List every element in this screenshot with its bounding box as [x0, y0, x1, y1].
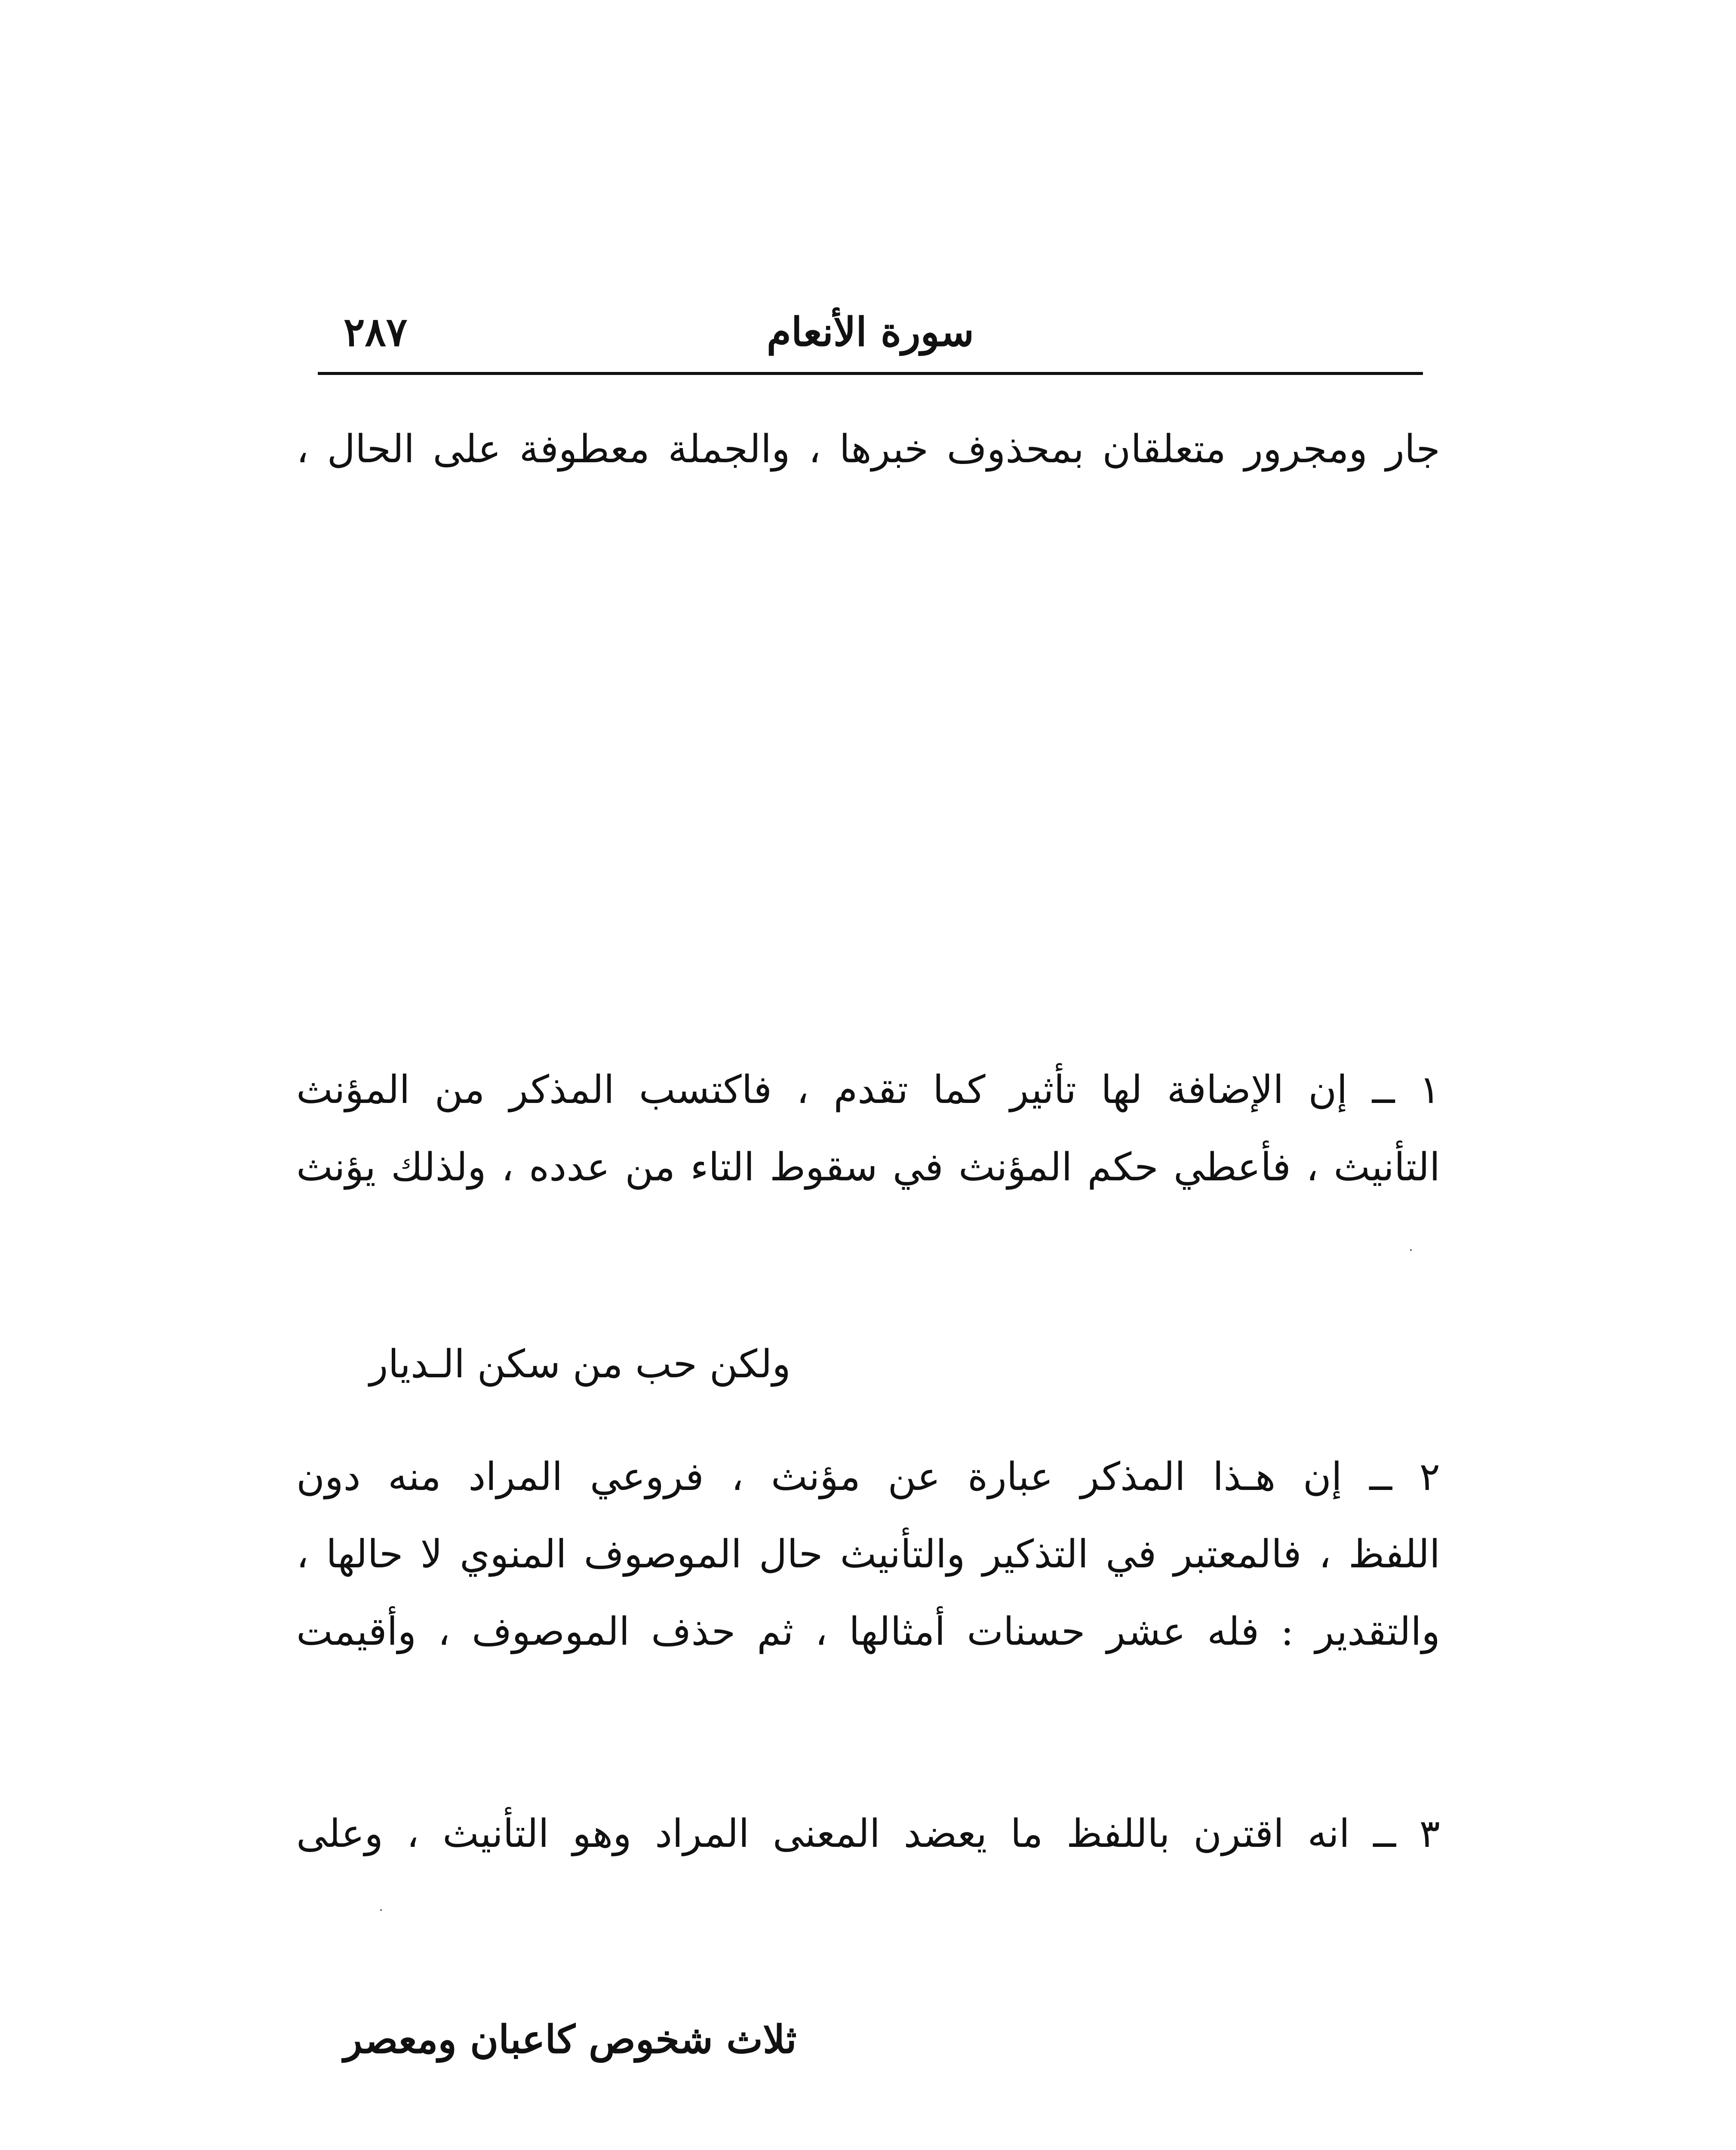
intro-line-1: جار ومجرور متعلقان بمحذوف خبرها ، والجملة معطوفة على الحال ،	[297, 427, 1441, 472]
point1-line-1: ١ ــ إن الإضافة لها تأثير كما تقدم ، فاكتسب المذكر من المؤنث	[297, 1067, 1441, 1112]
scan-speck	[381, 1909, 382, 1911]
point2-line-2: اللفظ ، فالمعتبر في التذكير والتأنيث حال الموصوف المنوي لا حالها ،	[297, 1532, 1441, 1577]
point3-line-1: ٣ ــ انه اقترن باللفظ ما يعضد المعنى المراد وهو التأنيث ، وعلى	[297, 1811, 1441, 1856]
verse1-second-hemistich: ولكن حب من سكن الـديار	[370, 1342, 791, 1387]
page-header	[318, 301, 1423, 374]
running-title: سورة الأنعام	[767, 309, 975, 355]
verse2-second-hemistich: ثلاث شخوص كاعبان ومعصر	[344, 2017, 797, 2062]
scan-speck	[1410, 1249, 1412, 1251]
point2-line-1: ٢ ــ إن هـذا المذكر عبارة عن مؤنث ، فروعي المراد منه دون	[297, 1454, 1441, 1499]
point2-line-3: والتقدير : فله عشر حسنات أمثالها ، ثم حذف الموصوف ، وأقيمت	[297, 1609, 1441, 1654]
header-rule	[318, 372, 1423, 375]
point1-line-2: التأنيث ، فأعطي حكم المؤنث في سقوط التاء من عدده ، ولذلك يؤنث	[297, 1145, 1441, 1190]
page-number: ٢٨٧	[344, 309, 408, 355]
